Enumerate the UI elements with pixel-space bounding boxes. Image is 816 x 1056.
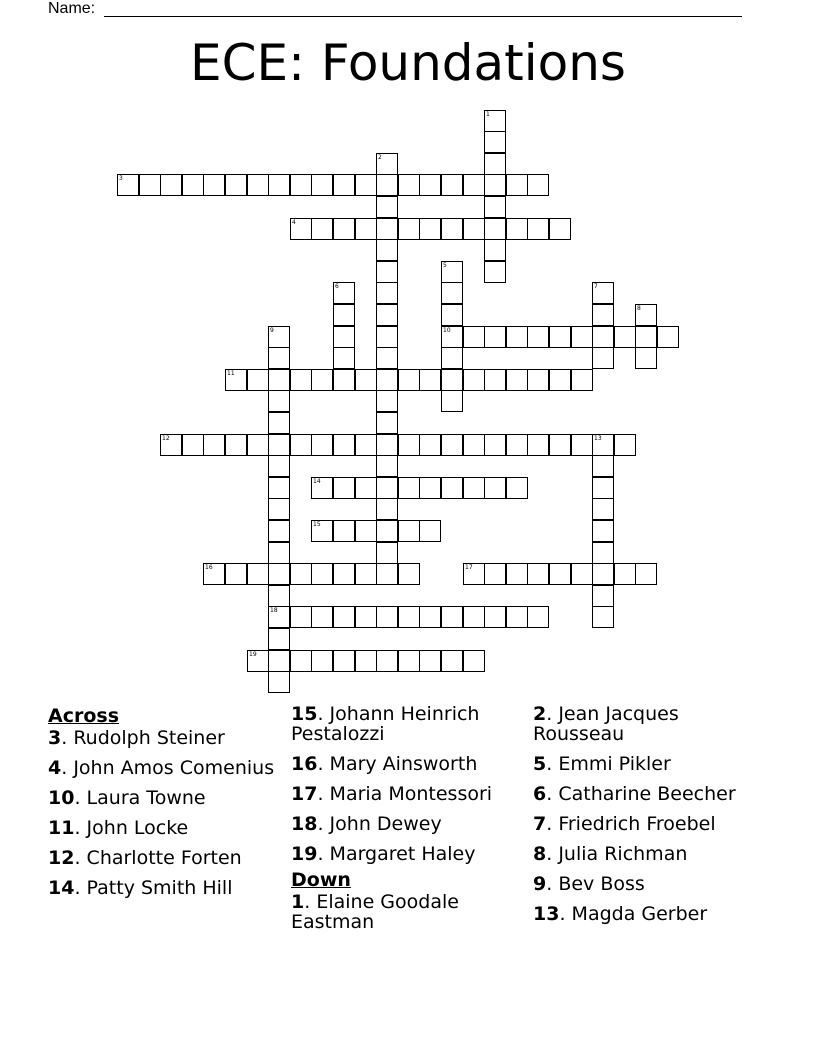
across-clue: 16. Mary Ainsworth bbox=[291, 753, 478, 775]
clue-number: 5 bbox=[443, 262, 447, 269]
grid-cell[interactable] bbox=[441, 326, 463, 348]
grid-cell[interactable] bbox=[268, 671, 290, 693]
grid-cell[interactable] bbox=[311, 650, 333, 672]
grid-cell[interactable] bbox=[463, 434, 485, 456]
grid-cell[interactable] bbox=[506, 434, 528, 456]
grid-cell[interactable] bbox=[290, 563, 312, 585]
grid-cell[interactable] bbox=[376, 153, 398, 175]
grid-cell[interactable] bbox=[527, 434, 549, 456]
grid-cell[interactable] bbox=[614, 326, 636, 348]
grid-cell[interactable] bbox=[419, 434, 441, 456]
grid-cell[interactable] bbox=[333, 650, 355, 672]
grid-cell[interactable] bbox=[355, 434, 377, 456]
grid-cell[interactable] bbox=[182, 434, 204, 456]
grid-cell[interactable] bbox=[290, 434, 312, 456]
grid-cell[interactable] bbox=[419, 369, 441, 391]
grid-cell[interactable] bbox=[203, 174, 225, 196]
grid-cell[interactable] bbox=[527, 606, 549, 628]
grid-cell[interactable] bbox=[333, 563, 355, 585]
grid-cell[interactable] bbox=[333, 434, 355, 456]
grid-cell[interactable] bbox=[376, 304, 398, 326]
grid-cell[interactable] bbox=[463, 563, 485, 585]
grid-cell[interactable] bbox=[268, 520, 290, 542]
grid-cell[interactable] bbox=[311, 520, 333, 542]
grid-cell[interactable] bbox=[527, 563, 549, 585]
grid-cell[interactable] bbox=[290, 218, 312, 240]
grid-cell[interactable] bbox=[333, 520, 355, 542]
grid-cell[interactable] bbox=[527, 174, 549, 196]
grid-cell[interactable] bbox=[441, 477, 463, 499]
grid-cell[interactable] bbox=[398, 218, 420, 240]
grid-cell[interactable] bbox=[484, 153, 506, 175]
grid-cell[interactable] bbox=[463, 326, 485, 348]
grid-cell[interactable] bbox=[463, 174, 485, 196]
name-label: Name: bbox=[48, 0, 96, 17]
grid-cell[interactable] bbox=[398, 174, 420, 196]
grid-cell[interactable] bbox=[225, 434, 247, 456]
grid-cell[interactable] bbox=[614, 434, 636, 456]
grid-cell[interactable] bbox=[441, 347, 463, 369]
grid-cell[interactable] bbox=[549, 326, 571, 348]
grid-cell[interactable] bbox=[549, 434, 571, 456]
grid-cell[interactable] bbox=[247, 434, 269, 456]
grid-cell[interactable] bbox=[571, 369, 593, 391]
grid-cell[interactable] bbox=[376, 455, 398, 477]
grid-cell[interactable] bbox=[571, 434, 593, 456]
grid-cell[interactable] bbox=[441, 434, 463, 456]
grid-cell[interactable] bbox=[117, 174, 139, 196]
grid-cell[interactable] bbox=[355, 369, 377, 391]
grid-cell[interactable] bbox=[592, 434, 614, 456]
grid-cell[interactable] bbox=[463, 606, 485, 628]
clue-number: 2 bbox=[378, 154, 382, 161]
clue-number: 19 bbox=[249, 651, 257, 658]
grid-cell[interactable] bbox=[484, 174, 506, 196]
grid-cell[interactable] bbox=[290, 369, 312, 391]
clue-column-1 bbox=[48, 704, 288, 908]
grid-cell[interactable] bbox=[441, 174, 463, 196]
grid-cell[interactable] bbox=[484, 477, 506, 499]
grid-cell[interactable] bbox=[311, 434, 333, 456]
clue-number: 14 bbox=[313, 478, 321, 485]
clue-number: 12 bbox=[162, 435, 170, 442]
grid-cell[interactable] bbox=[484, 239, 506, 261]
down-clue: 5. Emmi Pikler bbox=[533, 753, 671, 775]
across-clue: 12. Charlotte Forten bbox=[48, 847, 242, 869]
grid-cell[interactable] bbox=[441, 369, 463, 391]
grid-cell[interactable] bbox=[484, 110, 506, 132]
grid-cell[interactable] bbox=[268, 326, 290, 348]
grid-cell[interactable] bbox=[571, 326, 593, 348]
grid-cell[interactable] bbox=[419, 477, 441, 499]
grid-cell[interactable] bbox=[506, 563, 528, 585]
grid-cell[interactable] bbox=[203, 563, 225, 585]
grid-cell[interactable] bbox=[398, 650, 420, 672]
grid-cell[interactable] bbox=[484, 196, 506, 218]
grid-cell[interactable] bbox=[268, 434, 290, 456]
grid-cell[interactable] bbox=[376, 218, 398, 240]
grid-cell[interactable] bbox=[160, 434, 182, 456]
across-heading: Across bbox=[48, 705, 120, 727]
across-clue: 18. John Dewey bbox=[291, 813, 442, 835]
grid-cell[interactable] bbox=[441, 650, 463, 672]
grid-cell[interactable] bbox=[441, 282, 463, 304]
grid-cell[interactable] bbox=[463, 218, 485, 240]
grid-cell[interactable] bbox=[592, 304, 614, 326]
grid-cell[interactable] bbox=[635, 347, 657, 369]
grid-cell[interactable] bbox=[592, 477, 614, 499]
grid-cell[interactable] bbox=[268, 585, 290, 607]
grid-cell[interactable] bbox=[268, 477, 290, 499]
grid-cell[interactable] bbox=[376, 563, 398, 585]
grid-cell[interactable] bbox=[247, 174, 269, 196]
grid-cell[interactable] bbox=[311, 369, 333, 391]
grid-cell[interactable] bbox=[398, 369, 420, 391]
grid-cell[interactable] bbox=[247, 650, 269, 672]
grid-cell[interactable] bbox=[484, 261, 506, 283]
across-clue: 4. John Amos Comenius bbox=[48, 757, 275, 779]
grid-cell[interactable] bbox=[484, 218, 506, 240]
grid-cell[interactable] bbox=[441, 218, 463, 240]
grid-cell[interactable] bbox=[355, 606, 377, 628]
down-clue: 8. Julia Richman bbox=[533, 843, 688, 865]
grid-cell[interactable] bbox=[225, 174, 247, 196]
grid-cell[interactable] bbox=[225, 563, 247, 585]
grid-cell[interactable] bbox=[441, 390, 463, 412]
grid-cell[interactable] bbox=[549, 563, 571, 585]
across-clue: 10. Laura Towne bbox=[48, 787, 206, 809]
grid-cell[interactable] bbox=[463, 369, 485, 391]
across-clue: 17. Maria Montessori bbox=[291, 783, 493, 805]
grid-cell[interactable] bbox=[268, 606, 290, 628]
grid-cell[interactable] bbox=[376, 412, 398, 434]
grid-cell[interactable] bbox=[527, 369, 549, 391]
grid-cell[interactable] bbox=[592, 326, 614, 348]
grid-cell[interactable] bbox=[506, 606, 528, 628]
grid-cell[interactable] bbox=[506, 218, 528, 240]
clue-number: 10 bbox=[443, 327, 451, 334]
grid-cell[interactable] bbox=[398, 434, 420, 456]
grid-cell[interactable] bbox=[268, 498, 290, 520]
clue-number: 18 bbox=[270, 607, 278, 614]
across-clue: 11. John Locke bbox=[48, 817, 189, 839]
grid-cell[interactable] bbox=[355, 520, 377, 542]
clue-number: 4 bbox=[292, 219, 296, 226]
grid-cell[interactable] bbox=[182, 174, 204, 196]
grid-cell[interactable] bbox=[376, 498, 398, 520]
grid-cell[interactable] bbox=[376, 606, 398, 628]
grid-cell[interactable] bbox=[376, 477, 398, 499]
grid-cell[interactable] bbox=[592, 520, 614, 542]
clue-column-2 bbox=[291, 704, 531, 942]
grid-cell[interactable] bbox=[592, 585, 614, 607]
grid-cell[interactable] bbox=[268, 174, 290, 196]
grid-cell[interactable] bbox=[484, 606, 506, 628]
grid-cell[interactable] bbox=[333, 218, 355, 240]
grid-cell[interactable] bbox=[268, 628, 290, 650]
clue-number: 8 bbox=[637, 305, 641, 312]
grid-cell[interactable] bbox=[333, 477, 355, 499]
grid-cell[interactable] bbox=[355, 650, 377, 672]
grid-cell[interactable] bbox=[311, 174, 333, 196]
clue-number: 3 bbox=[119, 175, 123, 182]
grid-cell[interactable] bbox=[484, 369, 506, 391]
down-clue: 7. Friedrich Froebel bbox=[533, 813, 716, 835]
grid-cell[interactable] bbox=[311, 563, 333, 585]
grid-cell[interactable] bbox=[376, 239, 398, 261]
grid-cell[interactable] bbox=[484, 131, 506, 153]
grid-cell[interactable] bbox=[311, 477, 333, 499]
grid-cell[interactable] bbox=[376, 326, 398, 348]
grid-cell[interactable] bbox=[419, 174, 441, 196]
grid-cell[interactable] bbox=[247, 369, 269, 391]
grid-cell[interactable] bbox=[463, 650, 485, 672]
grid-cell[interactable] bbox=[376, 174, 398, 196]
grid-cell[interactable] bbox=[376, 347, 398, 369]
grid-cell[interactable] bbox=[592, 455, 614, 477]
grid-cell[interactable] bbox=[592, 606, 614, 628]
down-clue: 1. Elaine Goodale Eastman bbox=[291, 891, 459, 933]
grid-cell[interactable] bbox=[333, 606, 355, 628]
grid-cell[interactable] bbox=[376, 261, 398, 283]
grid-cell[interactable] bbox=[419, 650, 441, 672]
clue-number: 16 bbox=[205, 564, 213, 571]
grid-cell[interactable] bbox=[463, 477, 485, 499]
grid-cell[interactable] bbox=[268, 650, 290, 672]
grid-cell[interactable] bbox=[635, 326, 657, 348]
grid-cell[interactable] bbox=[592, 282, 614, 304]
grid-cell[interactable] bbox=[160, 174, 182, 196]
grid-cell[interactable] bbox=[247, 563, 269, 585]
grid-cell[interactable] bbox=[441, 304, 463, 326]
clue-number: 6 bbox=[335, 283, 339, 290]
grid-cell[interactable] bbox=[203, 434, 225, 456]
grid-cell[interactable] bbox=[225, 369, 247, 391]
grid-cell[interactable] bbox=[376, 434, 398, 456]
grid-cell[interactable] bbox=[333, 347, 355, 369]
across-clue: 15. Johann Heinrich Pestalozzi bbox=[291, 703, 480, 745]
grid-cell[interactable] bbox=[419, 606, 441, 628]
grid-cell[interactable] bbox=[506, 369, 528, 391]
grid-cell[interactable] bbox=[268, 390, 290, 412]
grid-cell[interactable] bbox=[268, 455, 290, 477]
grid-cell[interactable] bbox=[268, 563, 290, 585]
grid-cell[interactable] bbox=[484, 326, 506, 348]
grid-cell[interactable] bbox=[527, 326, 549, 348]
down-clue: 6. Catharine Beecher bbox=[533, 783, 736, 805]
grid-cell[interactable] bbox=[376, 390, 398, 412]
grid-cell[interactable] bbox=[355, 477, 377, 499]
grid-cell[interactable] bbox=[441, 261, 463, 283]
grid-cell[interactable] bbox=[398, 606, 420, 628]
grid-cell[interactable] bbox=[635, 563, 657, 585]
grid-cell[interactable] bbox=[398, 563, 420, 585]
clue-number: 7 bbox=[594, 283, 598, 290]
grid-cell[interactable] bbox=[506, 174, 528, 196]
grid-cell[interactable] bbox=[592, 347, 614, 369]
grid-cell[interactable] bbox=[657, 326, 679, 348]
clue-number: 11 bbox=[227, 370, 235, 377]
grid-cell[interactable] bbox=[484, 434, 506, 456]
grid-cell[interactable] bbox=[398, 520, 420, 542]
clue-number: 9 bbox=[270, 327, 274, 334]
grid-cell[interactable] bbox=[441, 606, 463, 628]
down-heading: Down bbox=[291, 869, 351, 891]
grid-cell[interactable] bbox=[355, 563, 377, 585]
down-clue: 2. Jean Jacques Rousseau bbox=[533, 703, 679, 745]
grid-cell[interactable] bbox=[311, 218, 333, 240]
grid-cell[interactable] bbox=[571, 563, 593, 585]
grid-cell[interactable] bbox=[333, 174, 355, 196]
grid-cell[interactable] bbox=[333, 326, 355, 348]
grid-cell[interactable] bbox=[376, 282, 398, 304]
across-clue: 3. Rudolph Steiner bbox=[48, 727, 225, 749]
grid-cell[interactable] bbox=[290, 650, 312, 672]
grid-cell[interactable] bbox=[376, 520, 398, 542]
grid-cell[interactable] bbox=[376, 650, 398, 672]
grid-cell[interactable] bbox=[592, 542, 614, 564]
across-clue: 14. Patty Smith Hill bbox=[48, 877, 233, 899]
grid-cell[interactable] bbox=[268, 542, 290, 564]
grid-cell[interactable] bbox=[506, 326, 528, 348]
grid-cell[interactable] bbox=[614, 563, 636, 585]
grid-cell[interactable] bbox=[484, 563, 506, 585]
grid-cell[interactable] bbox=[549, 369, 571, 391]
grid-cell[interactable] bbox=[419, 218, 441, 240]
grid-cell[interactable] bbox=[139, 174, 161, 196]
clue-number: 13 bbox=[594, 435, 602, 442]
clue-number: 17 bbox=[465, 564, 473, 571]
grid-cell[interactable] bbox=[268, 412, 290, 434]
grid-cell[interactable] bbox=[376, 196, 398, 218]
page-title: ECE: Foundations bbox=[190, 34, 626, 92]
grid-cell[interactable] bbox=[333, 369, 355, 391]
grid-cell[interactable] bbox=[592, 498, 614, 520]
clue-column-3 bbox=[533, 704, 773, 934]
grid-cell[interactable] bbox=[592, 563, 614, 585]
grid-cell[interactable] bbox=[376, 369, 398, 391]
grid-cell[interactable] bbox=[290, 174, 312, 196]
grid-cell[interactable] bbox=[355, 218, 377, 240]
down-clue: 9. Bev Boss bbox=[533, 873, 645, 895]
grid-cell[interactable] bbox=[268, 369, 290, 391]
across-clue: 19. Margaret Haley bbox=[291, 843, 476, 865]
grid-cell[interactable] bbox=[527, 218, 549, 240]
grid-cell[interactable] bbox=[311, 606, 333, 628]
clue-number: 15 bbox=[313, 521, 321, 528]
grid-cell[interactable] bbox=[376, 542, 398, 564]
grid-cell[interactable] bbox=[268, 347, 290, 369]
grid-cell[interactable] bbox=[333, 304, 355, 326]
grid-cell[interactable] bbox=[419, 520, 441, 542]
grid-cell[interactable] bbox=[333, 282, 355, 304]
grid-cell[interactable] bbox=[506, 477, 528, 499]
grid-cell[interactable] bbox=[398, 477, 420, 499]
clue-number: 1 bbox=[486, 111, 490, 118]
grid-cell[interactable] bbox=[549, 218, 571, 240]
grid-cell[interactable] bbox=[355, 174, 377, 196]
grid-cell[interactable] bbox=[290, 606, 312, 628]
grid-cell[interactable] bbox=[635, 304, 657, 326]
down-clue: 13. Magda Gerber bbox=[533, 903, 708, 925]
